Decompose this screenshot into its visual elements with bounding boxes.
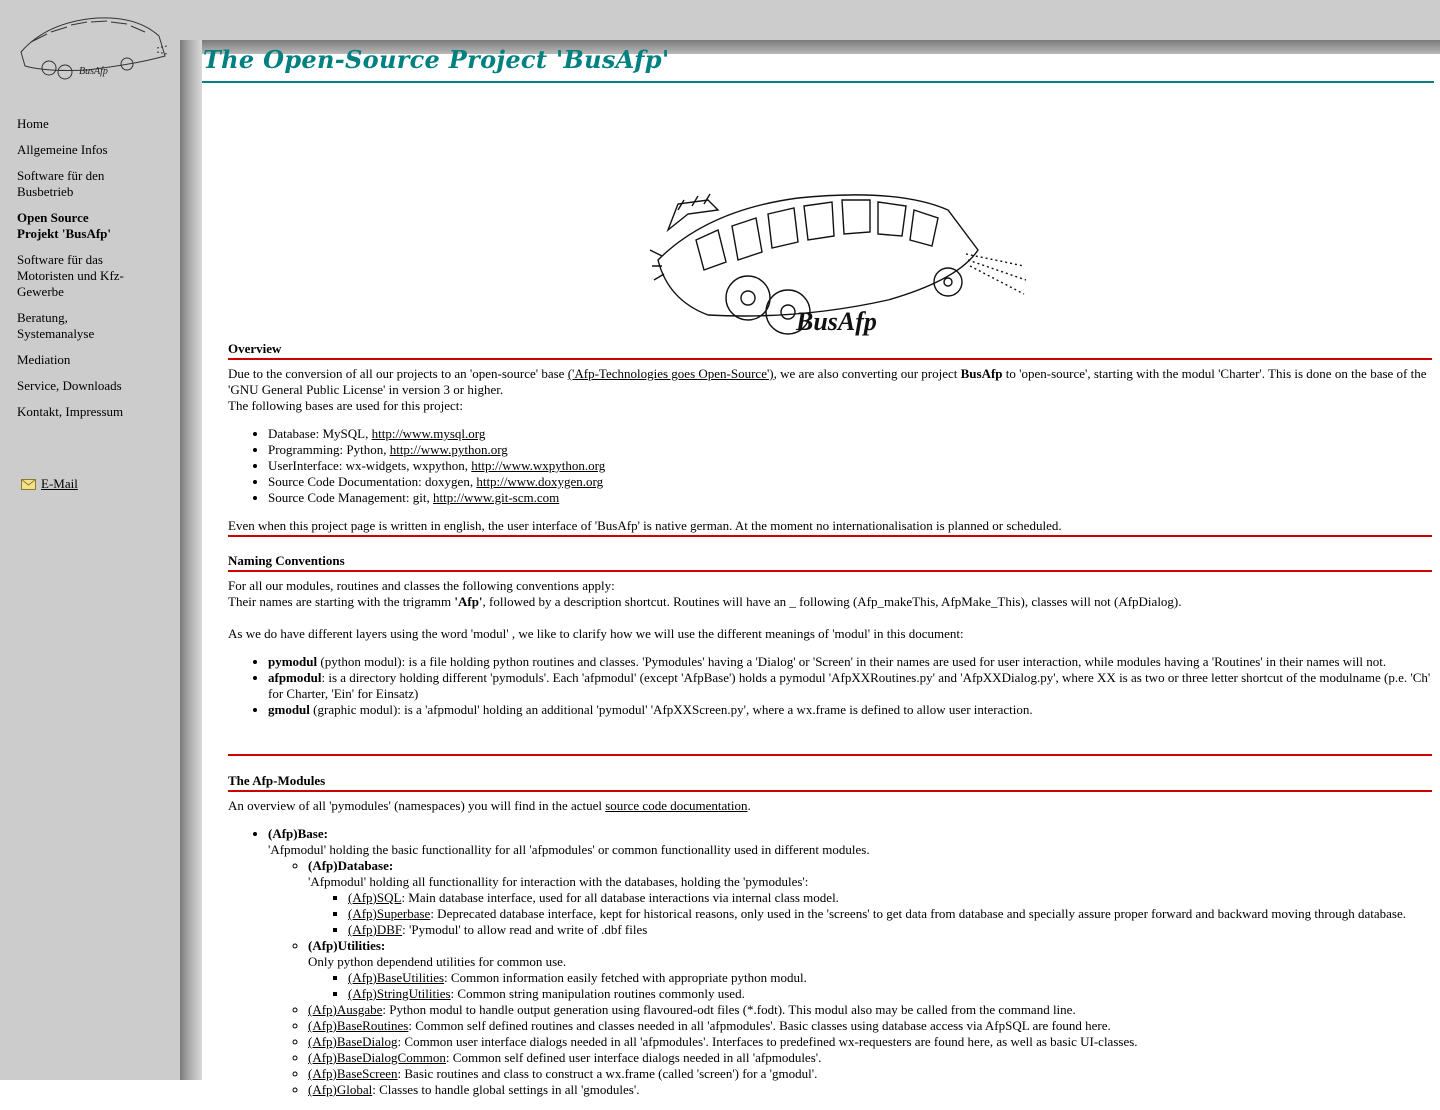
- list-item: ◦ (Afp)Utilities: Only python dependend utilities for common use. ▪ (Afp)BaseUtilities: Common information easily fetched with appropriate python modul. ▪ (Afp)StringUtilities: Common string manipulation routines commonly used.: [308, 938, 1432, 1002]
- list-item: ◦ (Afp)BaseDialog: Common user interface dialogs needed in all 'afpmodules'. Interfaces to predefined wx-requesters are found here, as well as basic UI-classes.: [308, 1034, 1432, 1050]
- section-divider: [228, 754, 1432, 756]
- list-item: ◦ (Afp)Global: Classes to handle global settings in all 'gmodules'.: [308, 1082, 1432, 1098]
- title-underline: [202, 81, 1434, 83]
- email-link[interactable]: E-Mail: [41, 476, 78, 491]
- git-link[interactable]: http://www.git-scm.com: [433, 490, 560, 505]
- list-item: • Database: MySQL, http://www.mysql.org: [268, 426, 1432, 442]
- nav-home[interactable]: Home: [17, 116, 49, 131]
- list-item: • Programming: Python, http://www.python.org: [268, 442, 1432, 458]
- list-item: ◦ (Afp)BaseScreen: Basic routines and class to construct a wx.frame (called 'screen') for a 'gmodul'.: [308, 1066, 1432, 1082]
- section-divider: [228, 358, 1432, 360]
- nav-kontakt-impressum[interactable]: Kontakt, Impressum: [17, 404, 124, 419]
- nav-software-busbetrieb[interactable]: Software für den Busbetrieb: [17, 168, 105, 199]
- bus-illustration: [648, 170, 1028, 340]
- afp-basedialog-link[interactable]: (Afp)BaseDialog: [308, 1034, 398, 1049]
- list-item: ▪ (Afp)StringUtilities: Common string manipulation routines commonly used.: [348, 986, 1432, 1002]
- doxygen-link[interactable]: http://www.doxygen.org: [476, 474, 604, 489]
- afp-stringutilities-link[interactable]: (Afp)StringUtilities: [348, 986, 451, 1001]
- sidebar-shadow: [180, 40, 202, 1080]
- bases-list: [228, 426, 1432, 506]
- source-doc-link[interactable]: source code documentation: [605, 798, 748, 813]
- modul-terms-list: [228, 654, 1432, 718]
- bus-caption: BusAfp: [796, 307, 877, 336]
- list-item: ▪ (Afp)Superbase: Deprecated database interface, kept for historical reasons, only used in the 'screens' to get data from database and specially assure proper forward and backward moving through database.: [348, 906, 1432, 922]
- section-divider: [228, 790, 1432, 792]
- modules-list: [228, 826, 1432, 1098]
- sidebar-nav: [17, 116, 167, 430]
- list-item: • Source Code Documentation: doxygen, http://www.doxygen.org: [268, 474, 1432, 490]
- naming-intro: For all our modules, routines and classes the following conventions apply:: [228, 578, 615, 593]
- nav-allgemeine-infos[interactable]: Allgemeine Infos: [17, 142, 108, 157]
- section-divider: [228, 535, 1432, 537]
- nav-software-motoristen[interactable]: Software für das Motoristen und Kfz-Gewerbe: [17, 252, 124, 299]
- nav-beratung[interactable]: Beratung, Systemanalyse: [17, 310, 95, 341]
- overview-bases-intro: The following bases are used for this project:: [228, 398, 464, 413]
- list-item: ▪ (Afp)BaseUtilities: Common information easily fetched with appropriate python modul.: [348, 970, 1432, 986]
- top-band: [180, 0, 1440, 40]
- nav-mediation[interactable]: Mediation: [17, 352, 71, 367]
- wxpython-link[interactable]: http://www.wxpython.org: [471, 458, 606, 473]
- email-contact: [21, 476, 78, 492]
- logo-text: BusAfp: [79, 66, 108, 77]
- naming-trigramm: Their names are starting with the trigramm 'Afp', followed by a description shortcut. Routines will have an _ following (Afp_makeThis, AfpMake_This), classes will not (AfpDialog).: [228, 594, 1182, 609]
- list-item: • UserInterface: wx-widgets, wxpython, http://www.wxpython.org: [268, 458, 1432, 474]
- overview-heading: Overview: [228, 341, 282, 356]
- list-item: • pymodul (python modul): is a file holding python routines and classes. 'Pymodules' having a 'Dialog' or 'Screen' in their names are used for user interaction, while modules having a 'Routines' in their names will not.: [268, 654, 1432, 670]
- afp-basedialogcommon-link[interactable]: (Afp)BaseDialogCommon: [308, 1050, 446, 1065]
- envelope-icon: [21, 479, 36, 490]
- afp-sql-link[interactable]: (Afp)SQL: [348, 890, 402, 905]
- afp-dbf-link[interactable]: (Afp)DBF: [348, 922, 403, 937]
- naming-modul-note: As we do have different layers using the word 'modul' , we like to clarify how we will use the different meanings of 'modul' in this document:: [228, 626, 964, 641]
- list-item: ▪ (Afp)DBF: 'Pymodul' to allow read and write of .dbf files: [348, 922, 1432, 938]
- list-item: ◦ (Afp)BaseDialogCommon: Common self defined user interface dialogs needed in all 'afpmodules'.: [308, 1050, 1432, 1066]
- afp-superbase-link[interactable]: (Afp)Superbase: [348, 906, 431, 921]
- nav-open-source[interactable]: Open Source Projekt 'BusAfp': [17, 210, 112, 241]
- list-item: ◦ (Afp)Ausgabe: Python modul to handle output generation using flavoured-odt files (*.fodt). This modul also may be called from the command line.: [308, 1002, 1432, 1018]
- afp-baseutilities-link[interactable]: (Afp)BaseUtilities: [348, 970, 445, 985]
- busafp-logo[interactable]: [17, 12, 167, 84]
- list-item: ◦ (Afp)BaseRoutines: Common self defined routines and classes needed in all 'afpmodules'. Basic classes using database access via AfpSQL are found here.: [308, 1018, 1432, 1034]
- afp-basescreen-link[interactable]: (Afp)BaseScreen: [308, 1066, 398, 1081]
- section-divider: [228, 570, 1432, 572]
- python-link[interactable]: http://www.python.org: [389, 442, 508, 457]
- overview-note: Even when this project page is written in english, the user interface of 'BusAfp' is native german. At the moment no internationalisation is planned or scheduled.: [228, 518, 1062, 533]
- list-item: ▪ (Afp)SQL: Main database interface, used for all database interactions via internal class model.: [348, 890, 1432, 906]
- overview-paragraph: Due to the conversion of all our projects to an 'open-source' base ('Afp-Technologies goes Open-Source'), we are also converting our project BusAfp to 'open-source', starting with the modul 'Charter'. This is done on the base of the 'GNU General Public License' in version 3 or higher.: [228, 366, 1427, 397]
- main-content: [228, 100, 1432, 1110]
- nav-service-downloads[interactable]: Service, Downloads: [17, 378, 122, 393]
- list-item: ◦ (Afp)Database: 'Afpmodul' holding all functionallity for interaction with the databases, holding the 'pymodules': ▪ (Afp)SQL: Main database interface, used for all database interactions via internal class model. ▪ (Afp)Superbase: Deprecated database interface, kept for historical reasons, only used in the 'screens' to get data from database and specially assure proper forward and backward moving through database. ▪ (Afp)DBF: 'Pymodul' to allow read and write of .dbf files: [308, 858, 1432, 938]
- afp-baseroutines-link[interactable]: (Afp)BaseRoutines: [308, 1018, 409, 1033]
- list-item: • gmodul (graphic modul): is a 'afpmodul' holding an additional 'pymodul' 'AfpXXScreen.py', where a wx.frame is defined to allow user interaction.: [268, 702, 1432, 718]
- list-item: • afpmodul: is a directory holding different 'pymoduls'. Each 'afpmodul' (except 'AfpBase') holds a pymodul 'AfpXXRoutines.py' and 'AfpXXDialog.py', where XX is as two or three letter shortcut of the modulname (p.e. 'Ch' for Charter, 'Ein' for Einsatz): [268, 670, 1432, 702]
- list-item: • (Afp)Base: 'Afpmodul' holding the basic functionallity for all 'afpmodules' or common functionallity used in different modules. ◦ (Afp)Database: 'Afpmodul' holding all functionallity for interaction with the databases, holding the 'pymodules': ▪ (Afp)SQL: Main database interface, used for all database interactions via internal class model. ▪ (Afp)Superbase: Deprecated database interface, kept for historical reasons, only used in the 'screens' to get data from database and specially assure proper forward and backward moving through database. ▪ (Afp)DBF: 'Pymodul' to allow read and write of .dbf files ◦ (Afp)Utilities: Only python dependend utilities for common use. ▪ (Afp)BaseUtilities: Common information easily fetched with appropriate python modul. ▪ (Afp)StringUtilities: Common string manipulation routines commonly used. ◦ (Afp)Ausgabe: Python modul to handle output generation using flavoured-odt files (*.fodt). This modul also may be called from the command line. ◦ (Afp)BaseRoutines: Common self defined routines and classes needed in all 'afpmodules'. Basic classes using database access via AfpSQL are found here. ◦ (Afp)BaseDialog: Common user interface dialogs needed in all 'afpmodules'. Interfaces to predefined wx-requesters are found here, as well as basic UI-classes. ◦ (Afp)BaseDialogCommon: Common self defined user interface dialogs needed in all 'afpmodules'. ◦ (Afp)BaseScreen: Basic routines and class to construct a wx.frame (called 'screen') for a 'gmodul'. ◦ (Afp)Global: Classes to handle global settings in all 'gmodules'.: [268, 826, 1432, 1098]
- naming-heading: Naming Conventions: [228, 553, 345, 568]
- afp-opensource-link[interactable]: ('Afp-Technologies goes Open-Source'): [567, 366, 774, 381]
- mysql-link[interactable]: http://www.mysql.org: [371, 426, 486, 441]
- page-title: The Open-Source Project 'BusAfp': [203, 45, 670, 74]
- list-item: • Source Code Management: git, http://www.git-scm.com: [268, 490, 1432, 506]
- modules-intro: An overview of all 'pymodules' (namespaces) you will find in the actuel source code documentation.: [228, 798, 751, 813]
- modules-heading: The Afp-Modules: [228, 773, 326, 788]
- afp-ausgabe-link[interactable]: (Afp)Ausgabe: [308, 1002, 383, 1017]
- afp-global-link[interactable]: (Afp)Global: [308, 1082, 373, 1097]
